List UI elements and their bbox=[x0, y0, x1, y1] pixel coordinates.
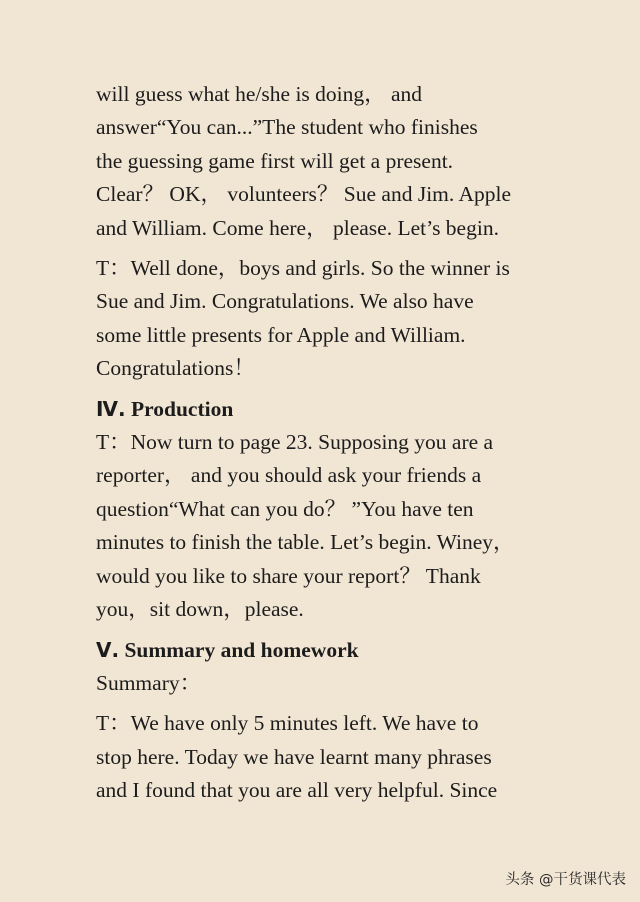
text-line: T：Now turn to page 23. Supposing you are a bbox=[96, 430, 494, 455]
text-line: Congratulations！ bbox=[96, 356, 255, 381]
paragraph-winner bbox=[96, 252, 566, 386]
text-line: the guessing game first will get a present. bbox=[96, 148, 454, 173]
text-line: and William. Come here， please. Let’s begin. bbox=[96, 215, 499, 240]
text-line: minutes to finish the table. Let’s begin. Winey， bbox=[96, 530, 515, 555]
document-page bbox=[96, 78, 566, 815]
section-numeral: Ⅴ. bbox=[96, 637, 120, 662]
section-title: Summary and homework bbox=[124, 637, 359, 662]
text-line: some little presents for Apple and William. bbox=[96, 322, 466, 347]
section-title: Production bbox=[130, 396, 234, 421]
text-line: Summary： bbox=[96, 670, 202, 695]
paragraph-summary bbox=[96, 707, 566, 807]
watermark: 头条 @干货课代表 bbox=[505, 872, 626, 888]
text-line: stop here. Today we have learnt many phrases bbox=[96, 744, 492, 769]
text-line: question“What can you do？ ”You have ten bbox=[96, 496, 474, 521]
text-line: T：We have only 5 minutes left. We have to bbox=[96, 711, 479, 736]
section-numeral: Ⅳ. bbox=[96, 396, 126, 421]
text-line: reporter， and you should ask your friends a bbox=[96, 463, 482, 488]
text-line: and I found that you are all very helpful. Since bbox=[96, 778, 498, 803]
text-line: would you like to share your report？ Thank bbox=[96, 563, 481, 588]
text-line: Sue and Jim. Congratulations. We also have bbox=[96, 289, 474, 314]
summary-label bbox=[96, 667, 566, 700]
text-line: T：Well done，boys and girls. So the winner is bbox=[96, 256, 510, 281]
section-heading-summary bbox=[96, 634, 566, 667]
text-line: you，sit down，please. bbox=[96, 597, 304, 622]
text-line: Clear？ OK， volunteers？ Sue and Jim. Apple bbox=[96, 182, 512, 207]
section-heading-production bbox=[96, 393, 566, 426]
paragraph-production bbox=[96, 426, 566, 626]
text-line: answer“You can...”The student who finishes bbox=[96, 115, 478, 140]
text-line: will guess what he/she is doing， and bbox=[96, 82, 423, 106]
paragraph-guessing-game bbox=[96, 78, 566, 245]
